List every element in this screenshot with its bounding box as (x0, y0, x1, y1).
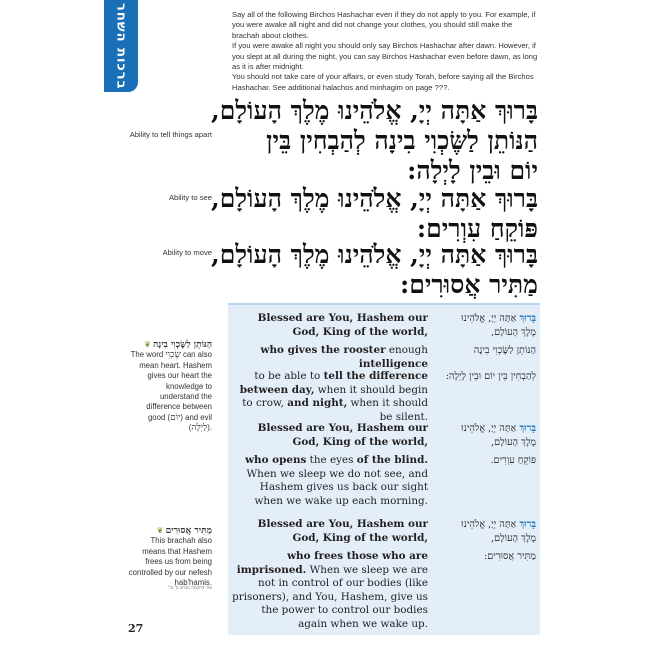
hebrew-line: לְהַבְחִין בֵּין יוֹם וּבֵין לָיְלָה: (445, 371, 536, 382)
source-citation: אור החכמה מכתב ס' ס'' (168, 586, 212, 591)
hebrew-line: מַתִּיר אֲסוּרִים: (484, 551, 536, 562)
side-label-see: Ability to see (168, 193, 212, 202)
english-line: who gives the rooster enough intelligence (260, 344, 428, 370)
section-tab-label: ברכות השחר (113, 2, 129, 90)
intro-instructions (232, 10, 538, 93)
hebrew-line: בָּרוּךְ אַתָּה יְיָ, אֱלֹהֵינוּ מֶלֶךְ הָעוֹלָם, (461, 423, 536, 448)
brachah-line: פּוֹקֵחַ עִוְרִים: (416, 214, 538, 243)
leaf-icon: ❦ (144, 340, 151, 349)
brachah-line: בָּרוּךְ אַתָּה יְיָ, אֱלֹהֵינוּ מֶלֶךְ הָעוֹלָם, (211, 240, 538, 269)
hebrew-line: בָּרוּךְ אַתָּה יְיָ, אֱלֹהֵינוּ מֶלֶךְ הָעוֹלָם, (461, 519, 536, 544)
intro-paragraph: You should not take care of your affairs, or even study Torah, before saying all the Birchos Hashachar. See additional halachos and minhagim on page ???. (232, 72, 534, 92)
english-line: Blessed are You, Hashem our God, King of the world, (257, 422, 428, 448)
page-number: 27 (128, 622, 144, 635)
side-label-move: Ability to move (162, 248, 212, 257)
brachah-line: מַתִּיר אֲסוּרִים: (400, 270, 538, 299)
hebrew-line: הַנּוֹתֵן לַשֶּׂכְוִי בִינָה (473, 345, 536, 356)
brachah-large-2 (211, 184, 538, 244)
brachah-large-3 (211, 240, 538, 300)
brachah-large-1 (211, 96, 538, 186)
margin-note-prisoners: ❦ מַתִּיר אֲסוּרִים This brachah also means that Hashem frees us from being controlled by our nefesh hab'hamis. (128, 526, 212, 588)
margin-note-rooster: ❦ הַנּוֹתֵן לַשֶּׂכְוִי בִינָה The word שֶׂכְוִי can also mean heart. Hashem gives our heart the knowledge to understand the difference between good (יוֹם) and evil (לַיְלָה). (130, 340, 212, 434)
english-line: who opens the eyes of the blind. When we sleep we do not see, and Hashem gives us back our sight when we wake up each morning. (245, 454, 428, 507)
brachah-line: בָּרוּךְ אַתָּה יְיָ, אֱלֹהֵינוּ מֶלֶךְ הָעוֹלָם, (211, 184, 538, 213)
hebrew-line: בָּרוּךְ אַתָּה יְיָ, אֱלֹהֵינוּ מֶלֶךְ הָעוֹלָם, (461, 313, 536, 338)
brachah-line: יוֹם וּבֵין לָיְלָה: (407, 156, 538, 185)
side-label-tell-apart: Ability to tell things apart (129, 130, 212, 139)
hebrew-line: פּוֹקֵחַ עִוְרִים. (490, 455, 536, 466)
intro-paragraph: Say all of the following Birchos Hashachar even if they do not apply to you. For example, if you were awake all night and did not change your clothes, you should still make the brachah about clothes. (232, 10, 536, 40)
english-line: who frees those who are imprisoned. When we sleep we are not in control of our bodies (like prisoners), and You, Hashem, give us the power to control our bodies again when we wake up. (232, 550, 428, 630)
brachah-line: הַנּוֹתֵן לַשֶּׂכְוִי בִינָה לְהַבְחִין בֵּין (266, 126, 538, 155)
brachah-line: בָּרוּךְ אַתָּה יְיָ, אֱלֹהֵינוּ מֶלֶךְ הָעוֹלָם, (211, 96, 538, 125)
english-line: Blessed are You, Hashem our God, King of the world, (257, 312, 428, 338)
leaf-icon: ❦ (156, 526, 164, 535)
section-tab (104, 0, 138, 92)
intro-paragraph: If you were awake all night you should only say Birchos Hashachar after dawn. However, if you slept at all during the night, you can say Birchos Hashachar even before dawn, as long as it is after midnight. (232, 41, 538, 72)
english-line: to be able to tell the difference between day, when it should begin to crow, and night, when it should be silent. (239, 370, 428, 423)
english-line: Blessed are You, Hashem our God, King of the world, (257, 518, 428, 544)
